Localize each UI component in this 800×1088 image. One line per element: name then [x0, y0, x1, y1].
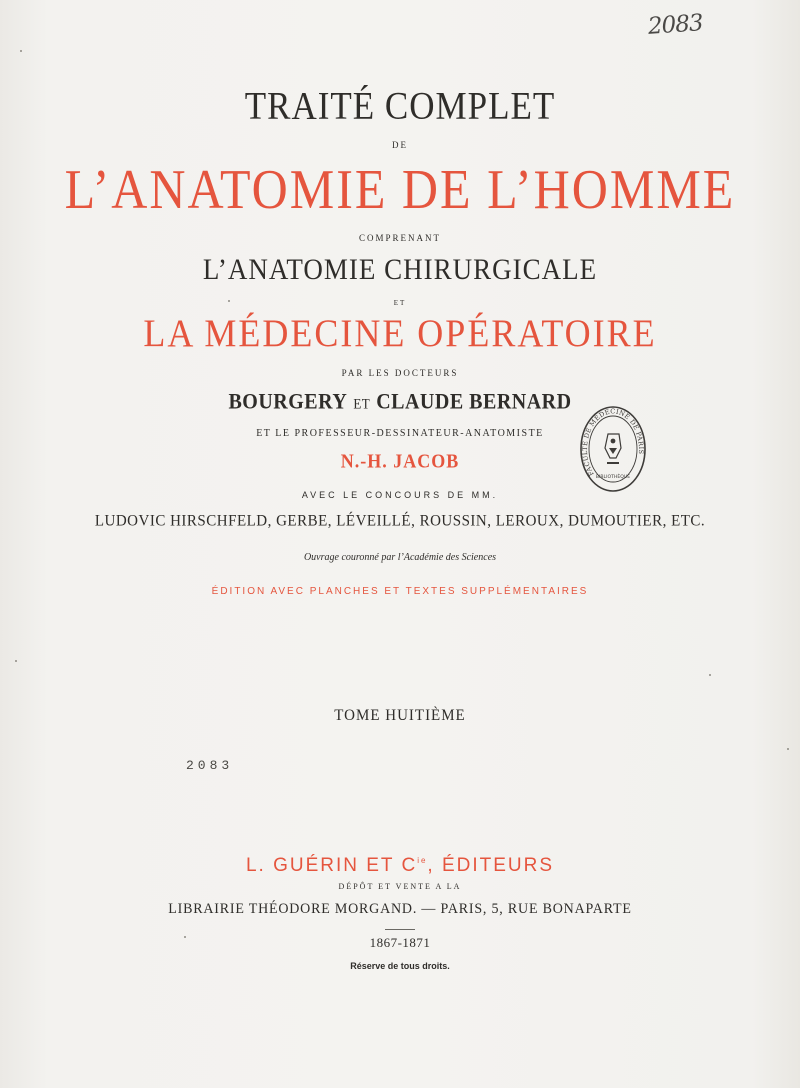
- paper-speck: [228, 300, 230, 302]
- paper-speck: [15, 660, 17, 662]
- publisher-name-suffix: , ÉDITEURS: [427, 855, 555, 876]
- library-seal-stamp: [578, 404, 648, 494]
- title-line-2: L’ANATOMIE CHIRURGICALE: [202, 252, 598, 286]
- title-line-1: TRAITÉ COMPLET: [244, 83, 556, 128]
- seal-center-text: BIBLIOTHÈQUE: [595, 475, 631, 480]
- publisher-name: [0, 855, 800, 877]
- publisher-depot: DÉPÔT ET VENTE A LA: [338, 882, 462, 891]
- authors-line: [0, 390, 800, 415]
- seal-emblem: [605, 434, 621, 464]
- publisher-address: LIBRAIRIE THÉODORE MORGAND. — PARIS, 5, RUE BONAPARTE: [168, 901, 632, 918]
- library-stamp-number: 2083: [186, 758, 234, 773]
- paper-speck: [184, 936, 186, 938]
- illustrator-intro: ET LE PROFESSEUR-DESSINATEUR-ANATOMISTE: [256, 428, 544, 439]
- contributors-intro: AVEC LE CONCOURS DE MM.: [301, 490, 499, 500]
- main-title: L’ANATOMIE DE L’HOMME: [64, 157, 736, 221]
- title-comprenant: COMPRENANT: [358, 233, 441, 243]
- rights-notice: Réserve de tous droits.: [350, 961, 450, 971]
- title-de: DE: [392, 140, 408, 150]
- paper-speck: [709, 674, 711, 676]
- contributors-list: LUDOVIC HIRSCHFELD, GERBE, LÉVEILLÉ, ROUSSIN, LEROUX, DUMOUTIER, ETC.: [94, 512, 706, 530]
- publisher-name-prefix: L. GUÉRIN ET C: [245, 855, 418, 876]
- handwritten-catalog-number: 2083: [647, 10, 704, 40]
- authors-conjunction: ET: [353, 395, 371, 412]
- publisher-name-sup: ie: [417, 856, 428, 865]
- illustrator-name: N.-H. JACOB: [340, 449, 460, 472]
- paper-speck: [20, 50, 22, 52]
- publication-years: 1867-1871: [369, 935, 431, 950]
- author-bernard: CLAUDE BERNARD: [376, 389, 572, 415]
- title-line-3: LA MÉDECINE OPÉRATOIRE: [143, 311, 657, 355]
- author-bourgery: BOURGERY: [228, 389, 348, 415]
- paper-speck: [787, 748, 789, 750]
- edition-line: ÉDITION AVEC PLANCHES ET TEXTES SUPPLÉMENTAIRES: [211, 586, 589, 597]
- authors-intro: PAR LES DOCTEURS: [341, 368, 459, 378]
- seal-arc-text: FACULTÉ DE MÉDECINE DE PARIS: [580, 407, 646, 478]
- divider-rule: [385, 929, 415, 930]
- volume-label: TOME HUITIÈME: [334, 707, 466, 725]
- title-et: ET: [393, 299, 407, 307]
- award-line: Ouvrage couronné par l’Académie des Sciences: [303, 552, 497, 563]
